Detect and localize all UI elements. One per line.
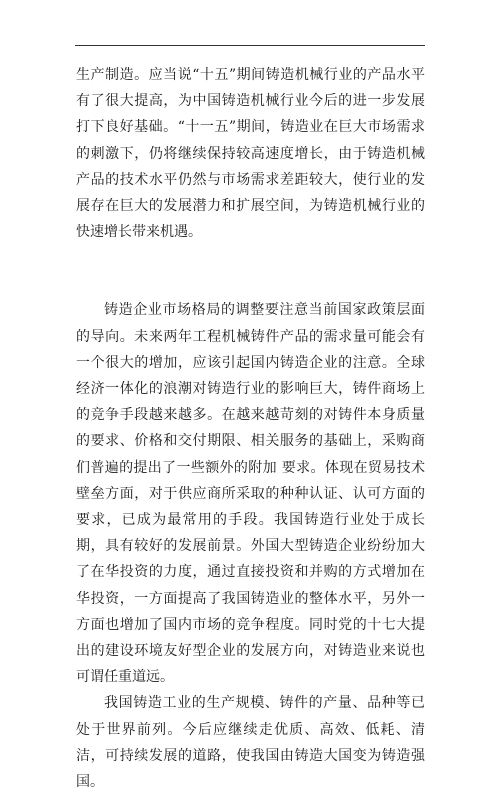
paragraph-2: 铸造企业市场格局的调整要注意当前国家政策层面的导向。未来两年工程机械铸件产品的需求量可能会有一个很大的增加，应该引起国内铸造企业的注意。全球经济一体化的浪潮对铸造行业的影响巨大，铸件商场上的竞争手段越来越多。在越来越苛刻的对铸件本身质量的要求、价格和交付期限、相关服务的基础上，采购商们普遍的提出了一些额外的附加 要求。体现在贸易技术壁垒方面，对于供应商所采取的种种认证、认可方面的要求，已成为最常用的手段。我国铸造行业处于成长期，具有较好的发展前景。外国大型铸造企业纷纷加大了在华投资的力度，通过直接投资和并购的方式增加在华投资，一方面提高了我国铸造业的整体水平，另外一方面也增加了国内市场的竞争程度。同时党的十七大提出的建设环境友好型企业的发展方向，对铸造业来说也可谓任重道远。: [76, 302, 425, 686]
header-rule: [75, 45, 425, 46]
paragraph-3: 我国铸造工业的生产规模、铸件的产量、品种等已处于世界前列。今后应继续走优质、高效、低耗、清洁，可持续发展的道路，使我国由铸造大国变为铸造强国。: [76, 695, 425, 791]
paragraph-1: 生产制造。应当说“十五”期间铸造机械行业的产品水平有了很大提高，为中国铸造机械行业今后的进一步发展打下良好基础。“十一五”期间，铸造业在巨大市场需求的刺激下，仍将继续保持较高速度增长，由于铸造机械产品的技术水平仍然与市场需求差距较大，使行业的发展存在巨大的发展潜力和扩展空间，为铸造机械行业的快速增长带来机遇。: [76, 67, 425, 241]
body-text: [76, 62, 425, 795]
